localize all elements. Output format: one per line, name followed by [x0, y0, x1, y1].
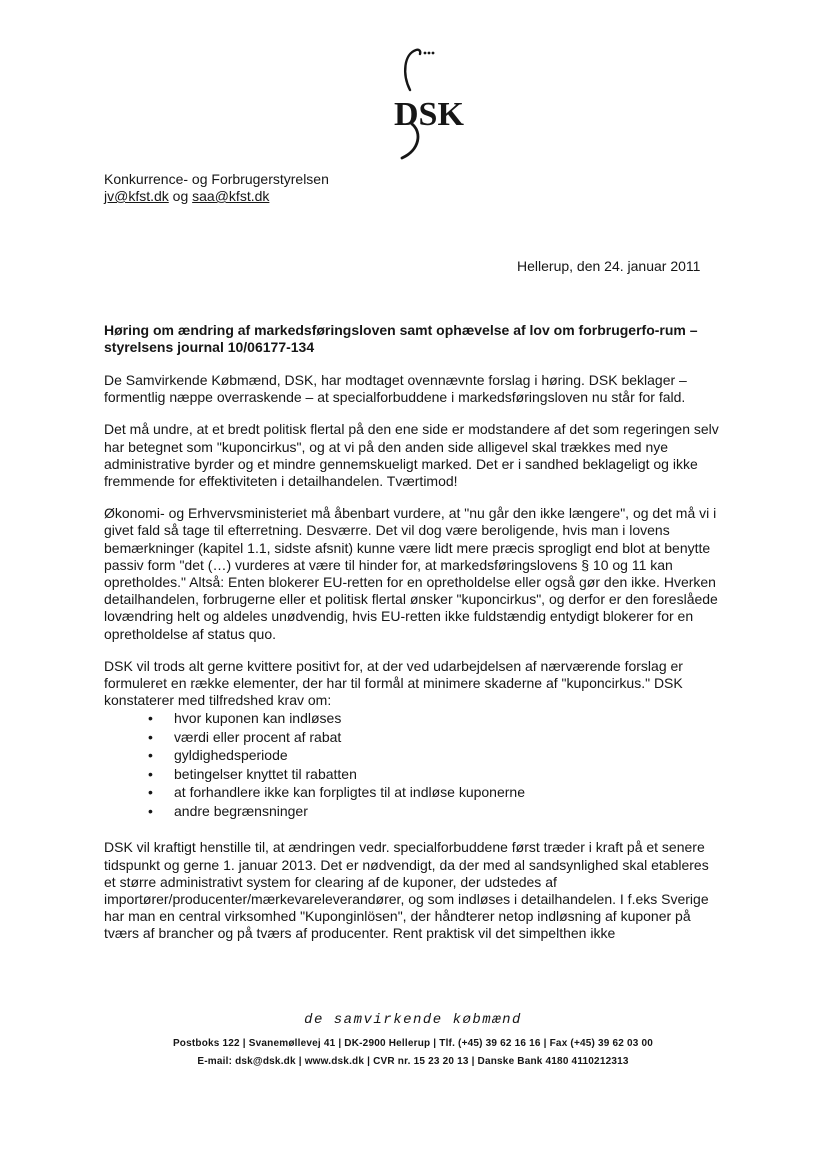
list-item-text: at forhandlere ikke kan forpligtes til at indløse kuponerne [174, 784, 525, 801]
list-item-text: værdi eller procent af rabat [174, 728, 342, 745]
recipient-name: Konkurrence- og Forbrugerstyrelsen [104, 171, 329, 187]
list-item [104, 765, 724, 784]
bullet-icon: • [148, 728, 153, 745]
list-item-text: betingelser knyttet til rabatten [174, 765, 357, 782]
paragraph: Det må undre, at et bredt politisk flertal på den ene side er modstandere af det som regeringen selv har betegnet som "kuponcirkus", og at vi på den anden side alligevel skal trækkes med nye administrative byrder og et mindre gennemskueligt marked. Det er i sandhed beklageligt og ikke fremmende for effektiviteten i detailhandelen. Tværtimod! [104, 421, 719, 490]
email-link-jv[interactable]: jv@kfst.dk [104, 188, 169, 204]
list-item [104, 709, 724, 728]
list-item [104, 746, 724, 765]
list-item [104, 728, 724, 747]
bullet-icon: • [148, 710, 153, 727]
recipient-emails [104, 188, 329, 205]
footer-tagline: de samvirkende købmænd [304, 1012, 522, 1028]
logo-letters: DSK [394, 96, 464, 133]
dsk-logo-mark [388, 46, 464, 162]
letter-body [104, 372, 724, 958]
list-item [104, 783, 724, 802]
paragraph: DSK vil kraftigt henstille til, at ændringen vedr. specialforbuddene først træder i kraft på et senere tidspunkt og gerne 1. januar 2013. Det er nødvendigt, da der med al sandsynlighed skal etableres et større administrativt system for clearing af de kuponer, der udstedes af importører/producenter/mærkevareleverandører, og som indløses i detailhandelen. I f.eks Sverige har man en central virksomhed "Kuponginlösen", der håndterer netop indløsning af kuponer på tværs af brancher og på tværs af producenter. Rent praktisk vil det simpelthen ikke [104, 839, 709, 942]
bullet-icon: • [148, 765, 153, 782]
paragraph: De Samvirkende Købmænd, DSK, har modtaget ovennævnte forslag i høring. DSK beklager – formentlig næppe overraskende – at specialforbuddene i markedsføringsloven nu står for fald. [104, 372, 687, 406]
bullet-icon: • [148, 784, 153, 801]
footer-address: Postboks 122 | Svanemøllevej 41 | DK-2900 Hellerup | Tlf. (+45) 39 62 16 16 | Fax (+45) 39 62 03 00 [172, 1038, 654, 1049]
list-item-text: hvor kuponen kan indløses [174, 710, 342, 727]
letter-date: Hellerup, den 24. januar 2011 [517, 258, 701, 274]
paragraph: Økonomi- og Erhvervsministeriet må åbenbart vurdere, at "nu går den ikke længere", og det må vi i givet fald så tage til efterretning. Desværre. Det vil dog være beroligende, hvis man i lovens bemærkninger (kapitel 1.1, sidste afsnit) kunne være lidt mere præcis sprogligt end blot at benytte passiv form "det (…) vurderes at være til hinder for, at markedsføringslovens § 10 og 11 kan opretholdes." Altså: Enten blokerer EU-retten for en opretholdelse eller også gør den ikke. Hverken detailhandelen, forbrugerne eller et politisk flertal ønsker "kuponcirkus", og derfor er den foreslåede lovændring helt og aldeles unødvendig, hvis EU-retten ikke fuldstændig entydigt blokerer for en opretholdelse af status quo. [104, 505, 718, 642]
dsk-logo [388, 46, 464, 162]
bullet-icon: • [148, 747, 153, 764]
list-item [104, 802, 724, 821]
paragraph: DSK vil trods alt gerne kvittere positivt for, at der ved udarbejdelsen af nærværende forslag er formuleret en række elementer, der har til formål at minimere skaderne af "kuponcirkus." DSK konstaterer med tilfredshed krav om: [104, 657, 683, 709]
recipient-block [104, 171, 329, 205]
footer-contact: E-mail: dsk@dsk.dk | www.dsk.dk | CVR nr. 15 23 20 13 | Danske Bank 4180 4110212313 [197, 1056, 629, 1067]
letter-subject: Høring om ændring af markedsføringsloven samt ophævelse af lov om forbrugerfo-rum – styrelsens journal 10/06177-134 [104, 322, 698, 355]
email-link-saa[interactable]: saa@kfst.dk [192, 188, 270, 204]
list-item-text: gyldighedsperiode [174, 747, 288, 764]
bullet-icon: • [148, 802, 153, 819]
requirements-list [104, 709, 724, 820]
list-item-text: andre begrænsninger [174, 802, 308, 819]
email-connector: og [168, 188, 193, 204]
